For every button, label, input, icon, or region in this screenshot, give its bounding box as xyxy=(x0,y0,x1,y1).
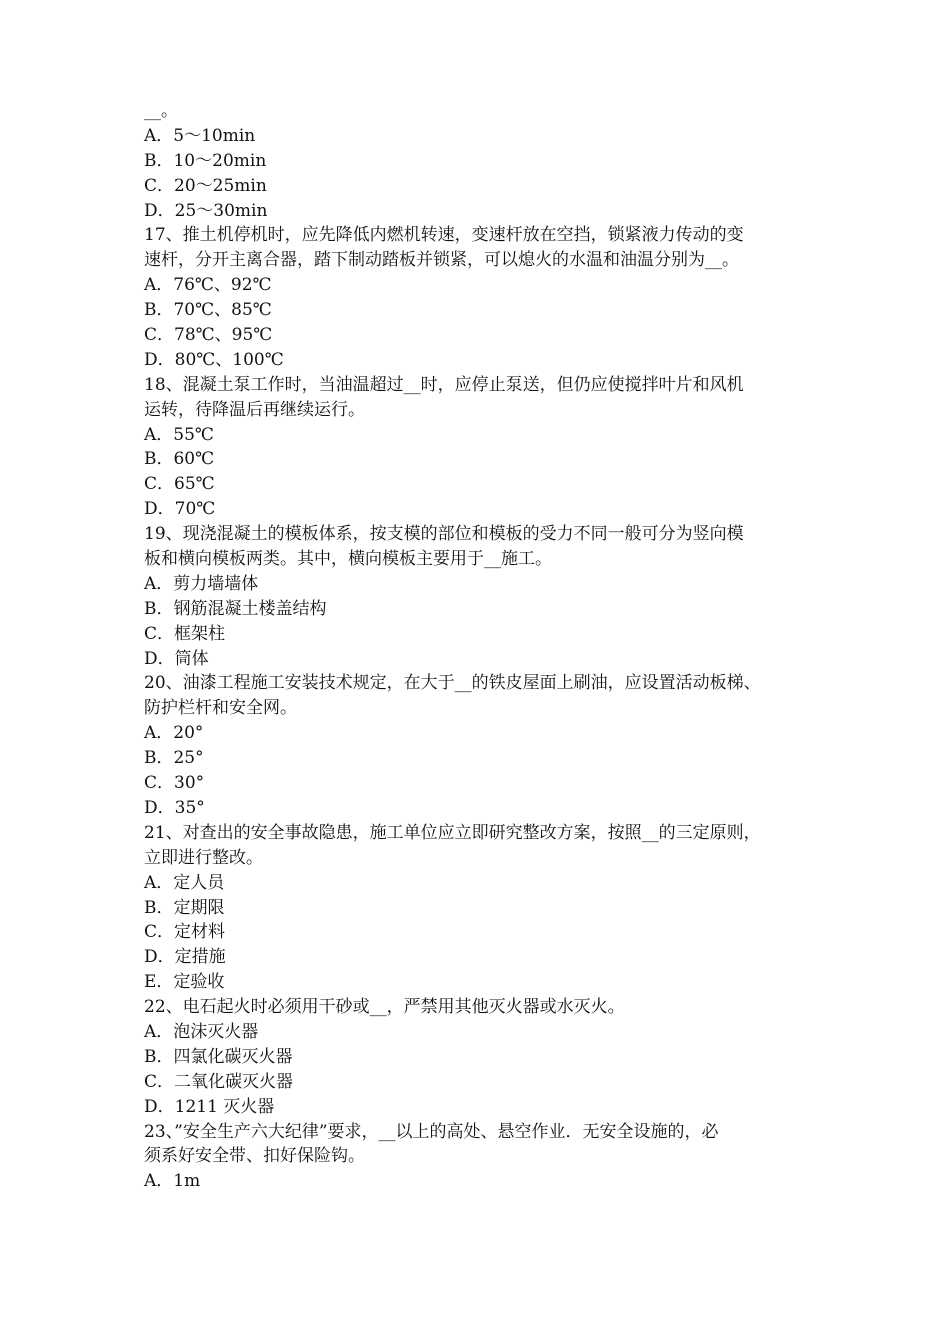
option-line: D．1211 灭火器 xyxy=(144,1096,275,1117)
question-21-line: 立即进行整改。 xyxy=(144,847,263,868)
question-18-line: 18、混凝土泵工作时，当油温超过__时，应停止泵送，但仍应使搅拌叶片和风机 xyxy=(144,374,744,395)
option-line: B．10～20min xyxy=(144,150,267,171)
document-page xyxy=(144,99,824,1194)
option-line: D．80℃、100℃ xyxy=(144,349,284,370)
option-line: D．70℃ xyxy=(144,499,216,520)
option-line: B．25° xyxy=(144,748,204,769)
option-line: B．60℃ xyxy=(144,449,215,470)
option-line: A．20° xyxy=(144,723,204,744)
option-line: D．定措施 xyxy=(144,947,226,968)
option-line: A．55℃ xyxy=(144,424,214,445)
option-line: D．35° xyxy=(144,797,205,818)
option-line: A．1m xyxy=(144,1171,201,1192)
option-line: A．76℃、92℃ xyxy=(144,275,272,296)
option-line: B．70℃、85℃ xyxy=(144,300,272,321)
question-20-line: 防护栏杆和安全网。 xyxy=(144,698,297,719)
question-19-line: 板和横向模板两类。其中，横向模板主要用于__施工。 xyxy=(144,549,552,570)
question-23-line: 23、”安全生产六大纪律”要求，__以上的高处、悬空作业．无安全设施的，必 xyxy=(144,1121,719,1142)
question-23-line: 须系好安全带、扣好保险钩。 xyxy=(144,1146,365,1167)
option-line: A．5～10min xyxy=(144,125,256,146)
option-line: A．定人员 xyxy=(144,872,225,893)
option-line: C．框架柱 xyxy=(144,623,226,644)
question-17-line: 速杆，分开主离合器，踏下制动踏板并锁紧，可以熄火的水温和油温分别为__。 xyxy=(144,250,739,271)
option-line: C．65℃ xyxy=(144,474,215,495)
option-line: D．25～30min xyxy=(144,200,268,221)
option-line: B．钢筋混凝土楼盖结构 xyxy=(144,598,327,619)
option-line: B．定期限 xyxy=(144,897,225,918)
option-line: C．定材料 xyxy=(144,922,226,943)
text-line: __。 xyxy=(144,101,178,121)
question-22-line: 22、电石起火时必须用干砂或__，严禁用其他灭火器或水灭火。 xyxy=(144,997,625,1018)
question-17-line: 17、推土机停机时，应先降低内燃机转速，变速杆放在空挡，锁紧液力传动的变 xyxy=(144,225,744,246)
option-line: C．30° xyxy=(144,773,205,794)
option-line: E．定验收 xyxy=(144,972,225,993)
option-line: C．20～25min xyxy=(144,175,267,196)
option-line: A．剪力墙墙体 xyxy=(144,573,259,594)
option-line: C．二氧化碳灭火器 xyxy=(144,1071,294,1092)
option-line: A．泡沫灭火器 xyxy=(144,1021,259,1042)
option-line: B．四氯化碳灭火器 xyxy=(144,1046,293,1067)
question-21-line: 21、对查出的安全事故隐患，施工单位应立即研究整改方案，按照__的三定原则， xyxy=(144,822,761,843)
question-18-line: 运转，待降温后再继续运行。 xyxy=(144,399,365,420)
question-20-line: 20、油漆工程施工安装技术规定，在大于__的铁皮屋面上刷油，应设置活动板梯、 xyxy=(144,673,761,694)
question-19-line: 19、现浇混凝土的模板体系，按支模的部位和模板的受力不同一般可分为竖向模 xyxy=(144,524,744,545)
option-line: C．78℃、95℃ xyxy=(144,325,273,346)
option-line: D．筒体 xyxy=(144,648,209,669)
